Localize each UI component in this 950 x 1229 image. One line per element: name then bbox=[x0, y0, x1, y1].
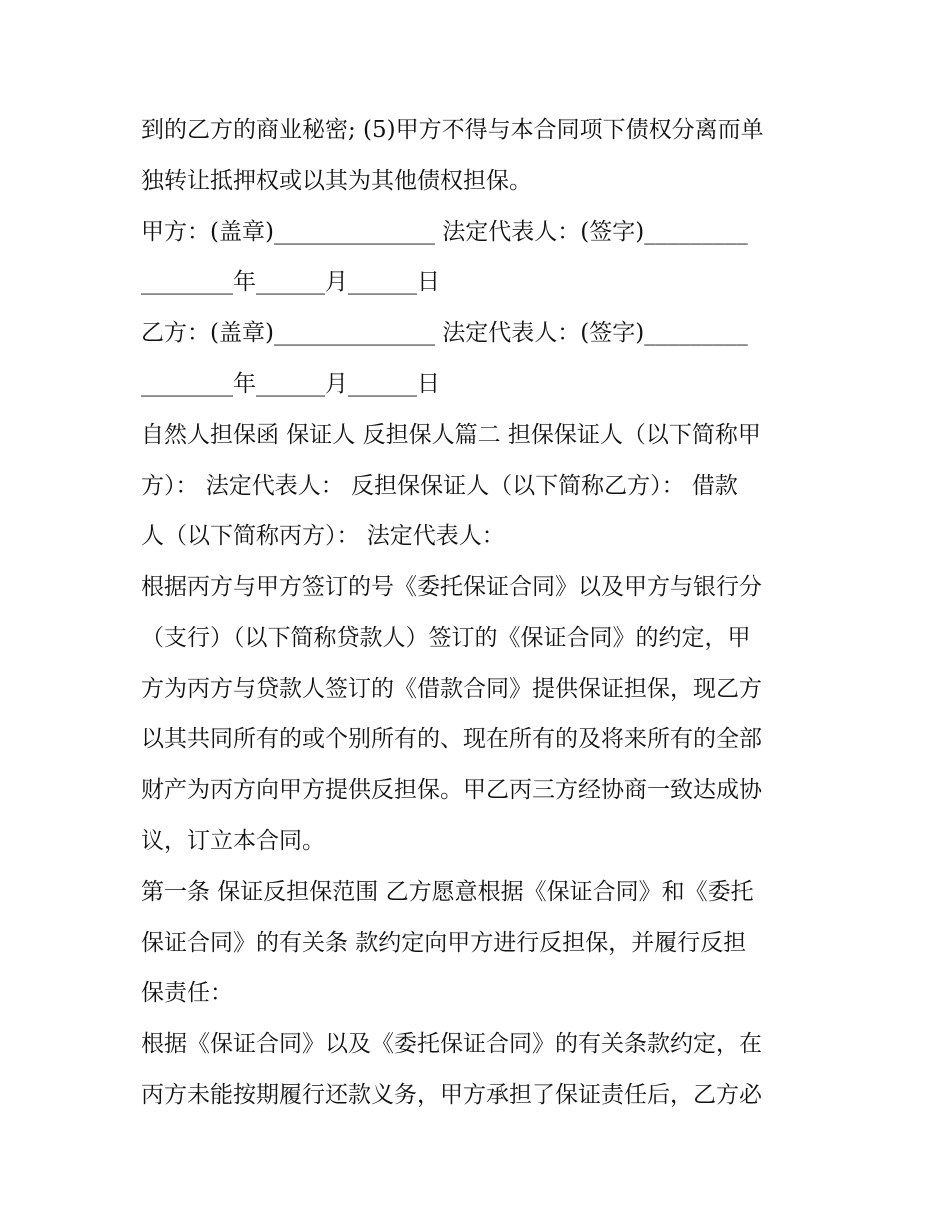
text-line: 保证合同》的有关条 款约定向甲方进行反担保，并履行反担 bbox=[141, 930, 747, 956]
date-line-party-a: ________年______月______日 bbox=[141, 269, 440, 295]
text-line: 以其共同所有的或个别所有的、现在所有的及将来所有的全部 bbox=[141, 726, 762, 752]
text-line: 财产为丙方向甲方提供反担保。甲乙丙三方经协商一致达成协 bbox=[141, 777, 762, 803]
text-line: 人（以下简称丙方）： 法定代表人： bbox=[141, 523, 505, 549]
text-line: 自然人担保函 保证人 反担保人篇二 担保保证人（以下简称甲 bbox=[141, 422, 761, 448]
text-line: 独转让抵押权或以其为其他债权担保。 bbox=[141, 168, 532, 194]
date-line-party-b: ________年______月______日 bbox=[141, 371, 440, 397]
signature-line-party-a: 甲方：(盖章)______________ 法定代表人：(签字)_________ bbox=[141, 219, 748, 245]
text-line: 议，订立本合同。 bbox=[141, 828, 325, 854]
text-line: 方）： 法定代表人： 反担保保证人（以下简称乙方）： 借款 bbox=[141, 473, 738, 499]
text-line: 到的乙方的商业秘密; (5)甲方不得与本合同项下债权分离而单 bbox=[141, 117, 764, 143]
text-line: （支行）（以下简称贷款人）签订的《保证合同》的约定，甲 bbox=[141, 625, 751, 651]
text-line: 方为丙方与贷款人签订的《借款合同》提供保证担保，现乙方 bbox=[141, 676, 762, 702]
text-line: 丙方未能按期履行还款义务，甲方承担了保证责任后，乙方必 bbox=[141, 1082, 762, 1108]
text-line: 根据《保证合同》以及《委托保证合同》的有关条款约定，在 bbox=[141, 1031, 762, 1057]
text-line: 根据丙方与甲方签订的号《委托保证合同》以及甲方与银行分 bbox=[141, 574, 762, 600]
signature-line-party-b: 乙方：(盖章)______________ 法定代表人：(签字)_________ bbox=[141, 320, 748, 346]
article-heading-line: 第一条 保证反担保范围 乙方愿意根据《保证合同》和《委托 bbox=[141, 879, 754, 905]
text-line: 保责任： bbox=[141, 980, 233, 1006]
